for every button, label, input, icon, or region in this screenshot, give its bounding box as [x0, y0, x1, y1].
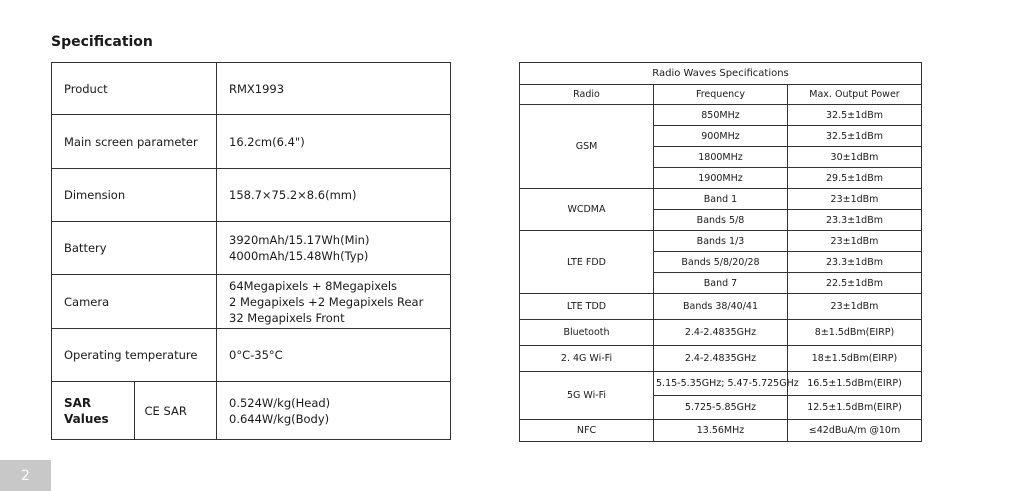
frequency-cell: Band 7	[654, 273, 788, 294]
camera-line: 64Megapixels + 8Megapixels	[229, 278, 398, 293]
radio-name-wifi-24g: 2. 4G Wi-Fi	[520, 346, 654, 372]
power-cell: 22.5±1dBm	[788, 273, 922, 294]
power-cell: 30±1dBm	[788, 147, 922, 168]
power-cell: 23±1dBm	[788, 231, 922, 252]
power-cell: 12.5±1.5dBm(EIRP)	[788, 396, 922, 420]
table-row	[520, 320, 922, 346]
table-row	[52, 169, 451, 222]
spec-label-temperature: Operating temperature	[52, 329, 217, 382]
radio-waves-table	[519, 62, 922, 442]
table-row	[520, 63, 922, 85]
spec-value-dimension: 158.7×75.2×8.6(mm)	[217, 169, 451, 222]
radio-name-wcdma: WCDMA	[520, 189, 654, 231]
spec-label-dimension: Dimension	[52, 169, 217, 222]
table-row	[52, 115, 451, 169]
spec-label-ce-sar: CE SAR	[134, 382, 217, 440]
frequency-cell: 5.725-5.85GHz	[654, 396, 788, 420]
frequency-cell: 13.56MHz	[654, 420, 788, 442]
frequency-cell: Bands 38/40/41	[654, 294, 788, 320]
camera-line: 32 Megapixels Front	[229, 310, 345, 325]
table-row	[52, 63, 451, 115]
column-header-radio: Radio	[520, 85, 654, 105]
frequency-cell: 1900MHz	[654, 168, 788, 189]
table-header-row	[520, 85, 922, 105]
spec-value-battery	[217, 222, 451, 275]
spec-label-screen: Main screen parameter	[52, 115, 217, 169]
radio-name-nfc: NFC	[520, 420, 654, 442]
sar-line: 0.644W/kg(Body)	[229, 411, 330, 426]
spec-value-screen: 16.2cm(6.4")	[217, 115, 451, 169]
power-cell: 23.3±1dBm	[788, 252, 922, 273]
power-cell: 18±1.5dBm(EIRP)	[788, 346, 922, 372]
sar-line: 0.524W/kg(Head)	[229, 395, 331, 410]
spec-value-product: RMX1993	[217, 63, 451, 115]
radio-name-lte-tdd: LTE TDD	[520, 294, 654, 320]
table-row	[52, 382, 451, 440]
table-row	[520, 105, 922, 126]
frequency-cell: 2.4-2.4835GHz	[654, 320, 788, 346]
table-row	[52, 275, 451, 329]
page-number-badge: 2	[0, 460, 51, 491]
radio-name-gsm: GSM	[520, 105, 654, 189]
table-row	[520, 346, 922, 372]
frequency-cell: 900MHz	[654, 126, 788, 147]
spec-label-sar: SAR Values	[52, 382, 135, 440]
table-row	[52, 222, 451, 275]
power-cell: 23±1dBm	[788, 189, 922, 210]
column-header-power: Max. Output Power	[788, 85, 922, 105]
table-row	[520, 189, 922, 210]
power-cell: 23.3±1dBm	[788, 210, 922, 231]
spec-label-camera: Camera	[52, 275, 217, 329]
frequency-cell: 1800MHz	[654, 147, 788, 168]
frequency-cell: Bands 5/8	[654, 210, 788, 231]
camera-line: 2 Megapixels +2 Megapixels Rear	[229, 294, 424, 309]
table-row	[520, 294, 922, 320]
power-cell: 8±1.5dBm(EIRP)	[788, 320, 922, 346]
spec-value-temperature: 0°C-35°C	[217, 329, 451, 382]
spec-value-sar	[217, 382, 451, 440]
specification-table	[51, 62, 451, 440]
frequency-cell: Bands 5/8/20/28	[654, 252, 788, 273]
power-cell: 32.5±1dBm	[788, 126, 922, 147]
column-header-frequency: Frequency	[654, 85, 788, 105]
frequency-cell: 5.15-5.35GHz; 5.47-5.725GHz	[654, 372, 788, 396]
power-cell: 29.5±1dBm	[788, 168, 922, 189]
power-cell: 32.5±1dBm	[788, 105, 922, 126]
radio-name-bluetooth: Bluetooth	[520, 320, 654, 346]
spec-label-battery: Battery	[52, 222, 217, 275]
battery-line: 4000mAh/15.48Wh(Typ)	[229, 249, 369, 263]
table-row	[520, 372, 922, 396]
spec-value-camera	[217, 275, 451, 329]
table-row	[520, 231, 922, 252]
frequency-cell: Band 1	[654, 189, 788, 210]
radio-name-lte-fdd: LTE FDD	[520, 231, 654, 294]
spec-label-product: Product	[52, 63, 217, 115]
radio-name-wifi-5g: 5G Wi-Fi	[520, 372, 654, 420]
frequency-cell: 850MHz	[654, 105, 788, 126]
table-row	[520, 420, 922, 442]
power-cell: ≤42dBuA/m @10m	[788, 420, 922, 442]
radio-table-caption: Radio Waves Specifications	[520, 63, 922, 85]
power-cell: 23±1dBm	[788, 294, 922, 320]
power-cell: 16.5±1.5dBm(EIRP)	[788, 372, 922, 396]
page-title: Specification	[51, 34, 153, 50]
frequency-cell: Bands 1/3	[654, 231, 788, 252]
frequency-cell: 2.4-2.4835GHz	[654, 346, 788, 372]
table-row	[52, 329, 451, 382]
battery-line: 3920mAh/15.17Wh(Min)	[229, 233, 370, 247]
